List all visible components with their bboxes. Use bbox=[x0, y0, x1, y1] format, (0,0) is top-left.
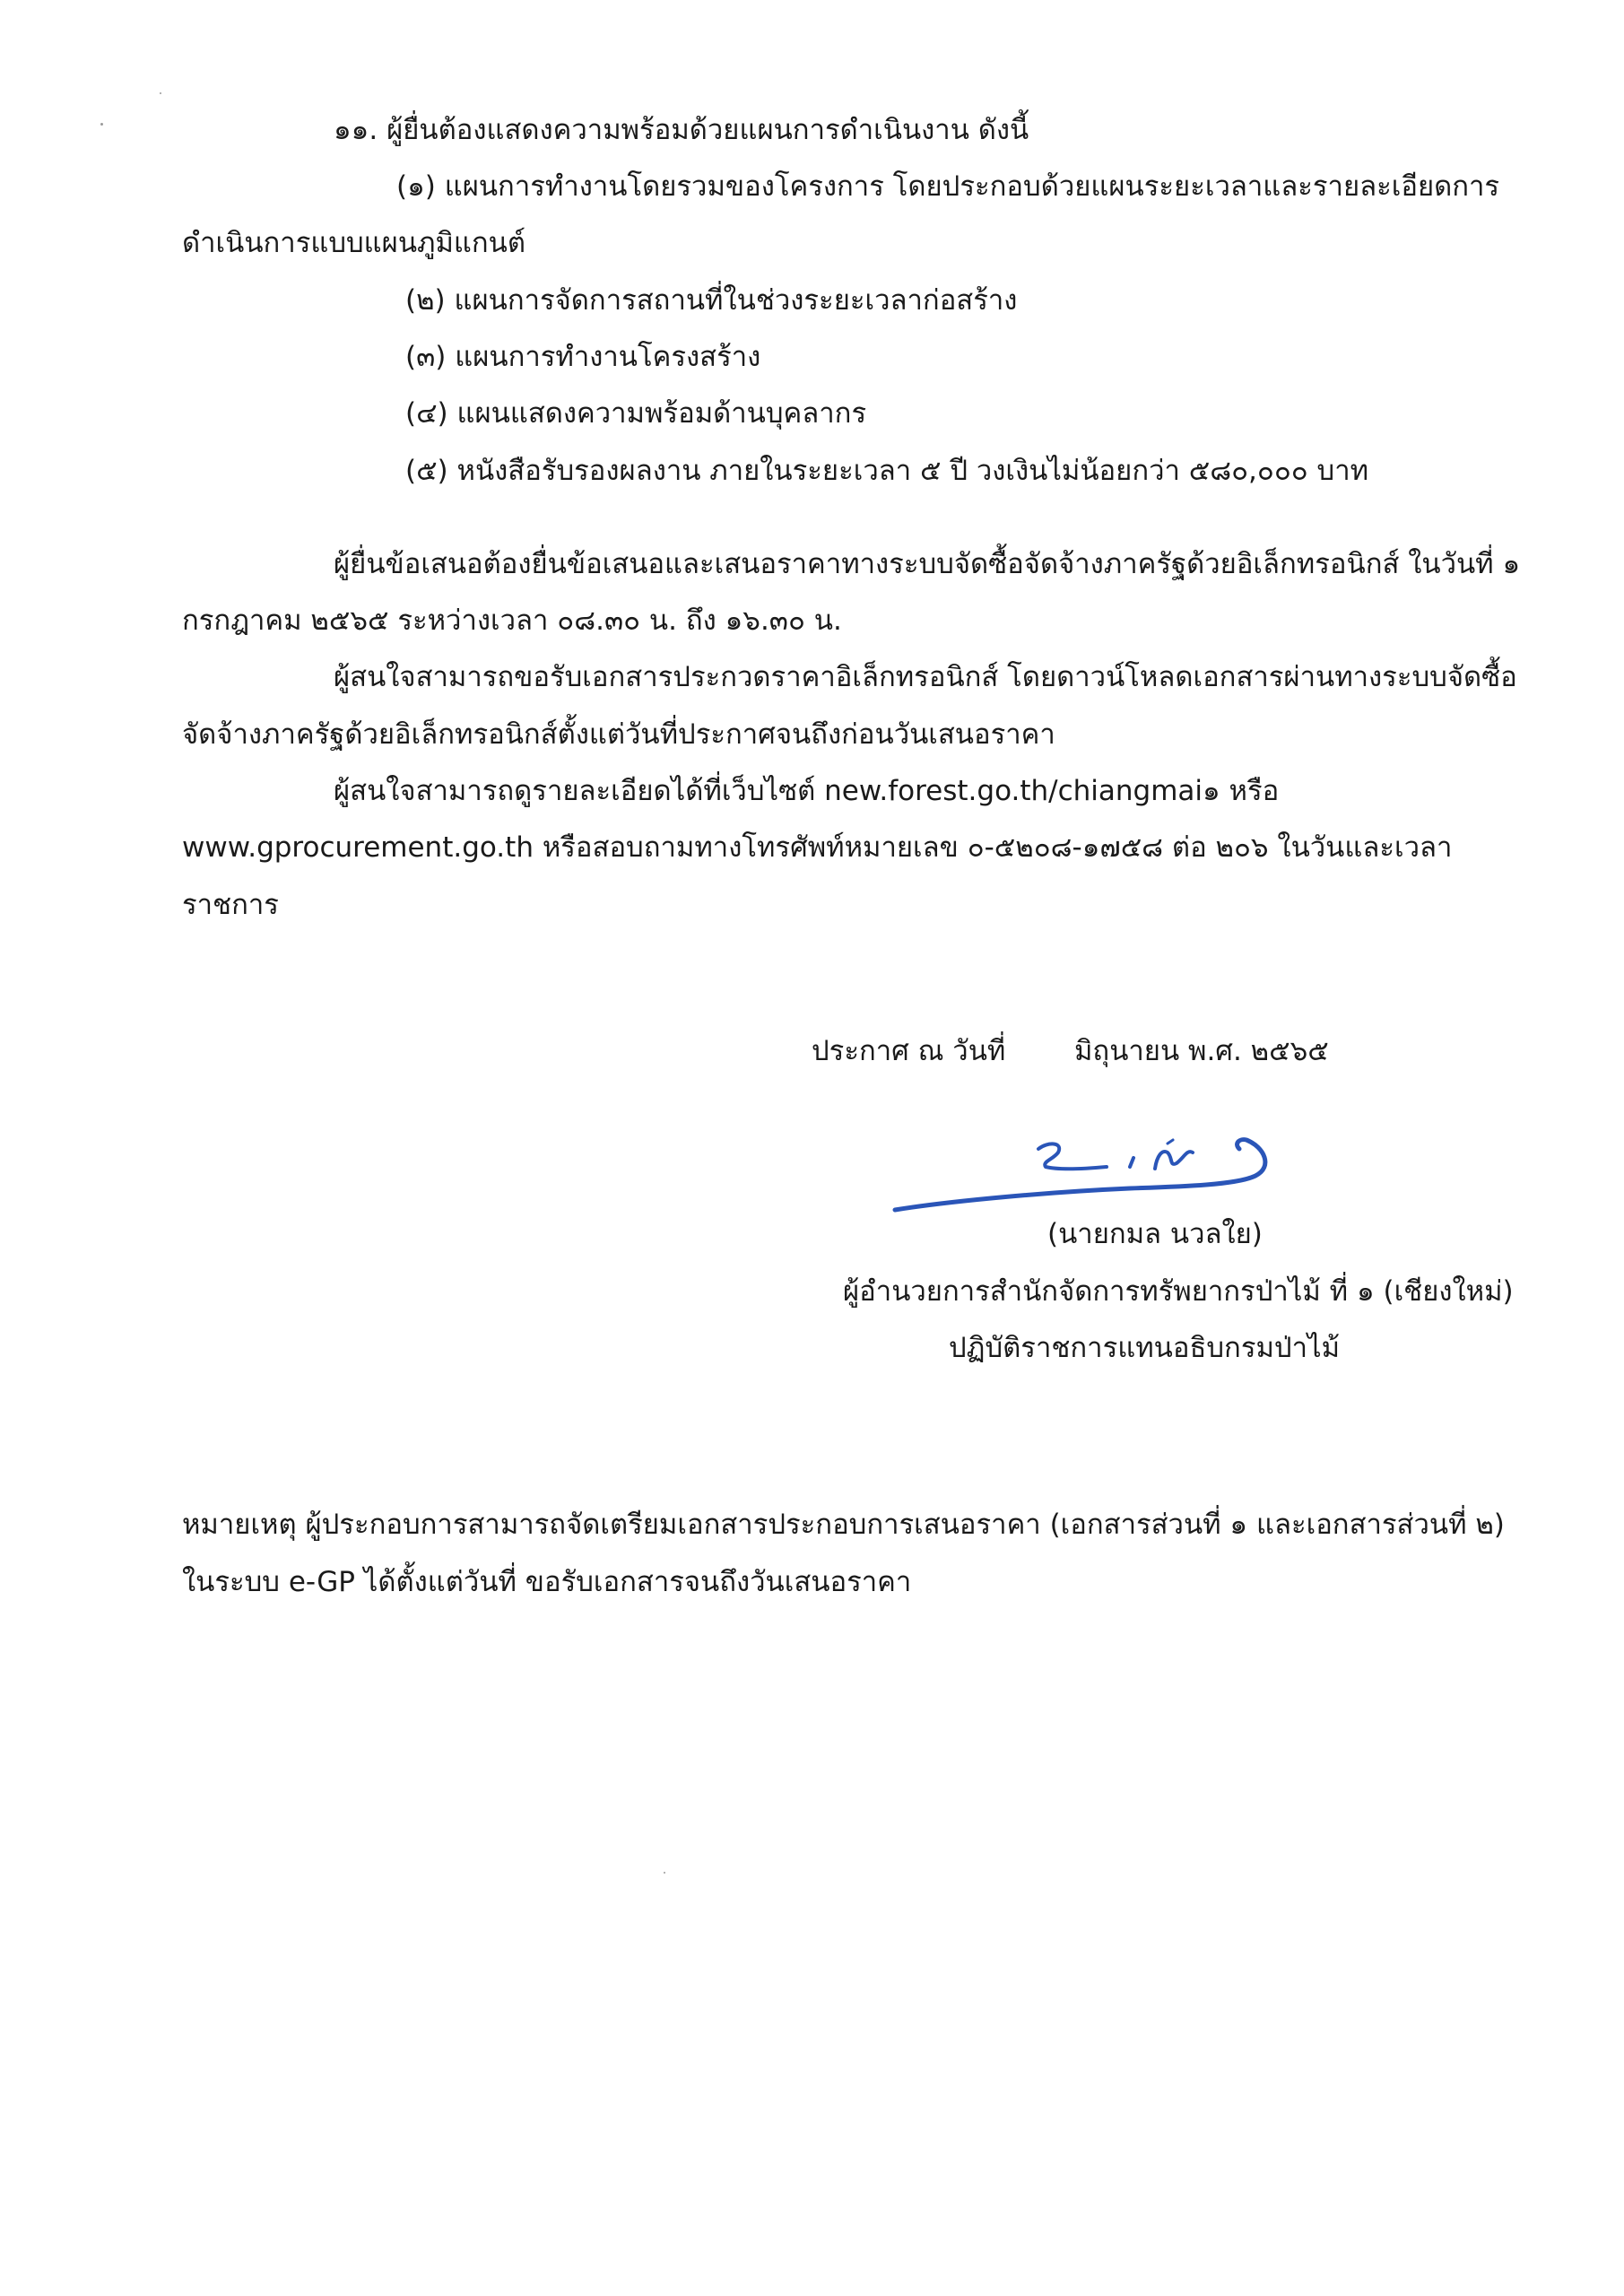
scan-speck bbox=[100, 123, 103, 126]
plan-item-3: (๓) แผนการทำงานโครงสร้าง bbox=[405, 341, 761, 373]
submission-line-1: ผู้ยื่นข้อเสนอต้องยื่นข้อเสนอและเสนอราคาทางระบบจัดซื้อจัดจ้างภาครัฐด้วยอิเล็กทรอนิกส์ ในวันที่ ๑ bbox=[334, 548, 1521, 580]
submission-line-2: กรกฎาคม ๒๕๖๕ ระหว่างเวลา ๐๘.๓๐ น. ถึง ๑๖.๓๐ น. bbox=[182, 604, 842, 637]
plan-item-1-line-1: (๑) แผนการทำงานโดยรวมของโครงการ โดยประกอบด้วยแผนระยะเวลาและรายละเอียดการ bbox=[396, 170, 1500, 203]
plan-item-5: (๕) หนังสือรับรองผลงาน ภายในระยะเวลา ๕ ปี วงเงินไม่น้อยกว่า ๕๘๐,๐๐๐ บาท bbox=[405, 455, 1369, 487]
details-line-2: www.gprocurement.go.th หรือสอบถามทางโทรศัพท์หมายเลข ๐-๕๒๐๘-๑๗๕๘ ต่อ ๒๐๖ ในวันและเวลา bbox=[182, 831, 1453, 864]
scan-speck bbox=[160, 92, 161, 94]
note-line-2: ในระบบ e-GP ได้ตั้งแต่วันที่ ขอรับเอกสารจนถึงวันเสนอราคา bbox=[182, 1566, 912, 1598]
note-line-1: หมายเหตุ ผู้ประกอบการสามารถจัดเตรียมเอกสารประกอบการเสนอราคา (เอกสารส่วนที่ ๑ และเอกสารส่วนที่ ๒) bbox=[182, 1509, 1505, 1541]
announcement-label: ประกาศ ณ วันที่ bbox=[812, 1035, 1006, 1067]
plan-item-2: (๒) แผนการจัดการสถานที่ในช่วงระยะเวลาก่อสร้าง bbox=[405, 284, 1018, 317]
scan-speck bbox=[664, 1872, 665, 1874]
plan-heading: ๑๑. ผู้ยื่นต้องแสดงความพร้อมด้วยแผนการดำเนินงาน ดังนี้ bbox=[334, 114, 1029, 146]
download-line-1: ผู้สนใจสามารถขอรับเอกสารประกวดราคาอิเล็กทรอนิกส์ โดยดาวน์โหลดเอกสารผ่านทางระบบจัดซื้อ bbox=[334, 661, 1517, 693]
download-line-2: จัดจ้างภาครัฐด้วยอิเล็กทรอนิกส์ตั้งแต่วันที่ประกาศจนถึงก่อนวันเสนอราคา bbox=[182, 718, 1055, 751]
signatory-position: ผู้อำนวยการสำนักจัดการทรัพยากรป่าไม้ ที่ ๑ (เชียงใหม่) bbox=[843, 1275, 1514, 1308]
signatory-acting: ปฏิบัติราชการแทนอธิบกรมป่าไม้ bbox=[949, 1332, 1341, 1364]
plan-item-1-line-2: ดำเนินการแบบแผนภูมิแกนต์ bbox=[182, 227, 525, 259]
handwritten-signature bbox=[888, 1117, 1282, 1224]
signatory-name: (นายกมล นวลใย) bbox=[1047, 1218, 1263, 1250]
details-line-3: ราชการ bbox=[182, 889, 279, 921]
plan-item-4: (๔) แผนแสดงความพร้อมด้านบุคลากร bbox=[405, 397, 867, 430]
announcement-date: มิถุนายน พ.ศ. ๒๕๖๕ bbox=[1074, 1035, 1329, 1067]
details-line-1: ผู้สนใจสามารถดูรายละเอียดได้ที่เว็บไซต์ new.forest.go.th/chiangmai๑ หรือ bbox=[334, 775, 1280, 807]
